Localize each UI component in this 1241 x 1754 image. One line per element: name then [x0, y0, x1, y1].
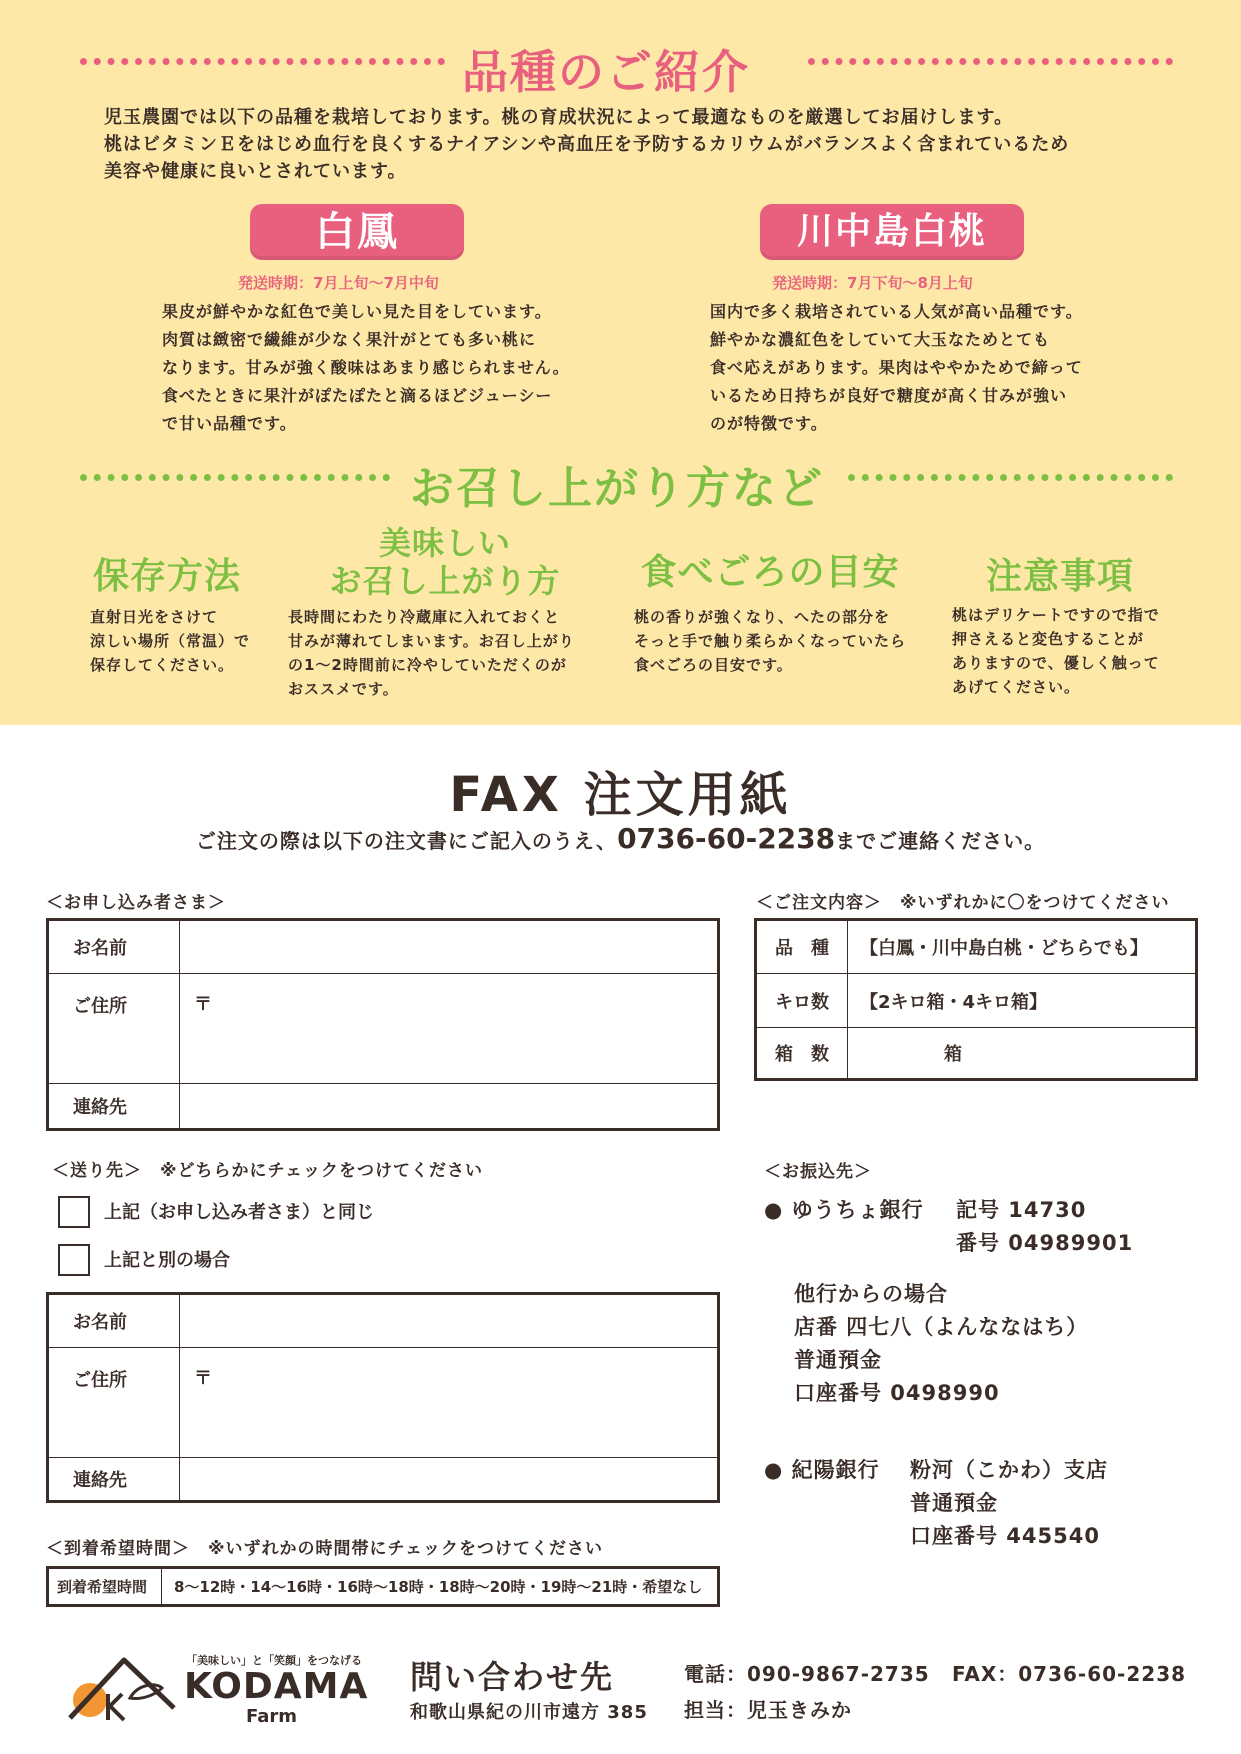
destination-name-field[interactable] [180, 1294, 719, 1348]
destination-table [46, 1292, 720, 1503]
bank-yucho-bangou: 番号 04989901 [956, 1231, 1134, 1255]
desc-line: おススメです。 [288, 680, 399, 698]
varieties-title: 品種のご紹介 [462, 45, 750, 99]
desc-line: そっと手で触り柔らかくなっていたら [634, 632, 907, 650]
desc-line: 押さえると変色することが [952, 630, 1145, 648]
intro-line: 桃はビタミンＥをはじめ血行を良くするナイアシンや高血圧を予防するカリウムがバランスよく含まれているため [104, 134, 1070, 155]
desc-line: の1〜2時間前に冷やしていただくのが [288, 656, 567, 674]
title-dots-left [80, 474, 390, 481]
brand-tagline: 「美味しい」と「笑顔」をつなげる [186, 1654, 362, 1667]
bank-line: 普通預金 [910, 1491, 998, 1515]
bank-line: 口座番号 0498990 [794, 1381, 1000, 1405]
arrival-label: ＜到着希望時間＞ ※いずれかの時間帯にチェックをつけてください [46, 1539, 604, 1559]
bank-line: 普通預金 [794, 1348, 882, 1372]
heading-line: お召し上がり方 [329, 562, 561, 600]
same-as-applicant-label: 上記（お申し込み者さま）と同じ [104, 1202, 374, 1223]
order-table [754, 918, 1198, 1081]
destination-label: ＜送り先＞ ※どちらかにチェックをつけてください [52, 1161, 484, 1181]
arrival-options[interactable]: 8〜12時・14〜16時・16時〜18時・18時〜20時・19時〜21時・希望なし [162, 1568, 719, 1606]
applicant-address-field[interactable] [180, 974, 719, 1084]
different-address-checkbox[interactable] [58, 1244, 90, 1276]
same-as-applicant-checkbox[interactable] [58, 1196, 90, 1228]
address-label: ご住所 [48, 1348, 180, 1458]
desc-line: 食べたときに果汁がぽたぽたと滴るほどジューシー [162, 386, 553, 405]
contact-person: 担当：児玉きみか [684, 1698, 852, 1722]
heading-line: 美味しい [378, 524, 511, 562]
variety-name-hakuho: 白鳳 [250, 204, 464, 260]
bank-line: 他行からの場合 [794, 1282, 948, 1306]
destination-contact-field[interactable] [180, 1458, 719, 1502]
bank-yucho-name: ● ゆうちょ銀行 [764, 1198, 924, 1222]
desc-line: 保存してください。 [90, 656, 235, 674]
howto-title: お召し上がり方など [410, 463, 824, 514]
arrival-key: 到着希望時間 [48, 1568, 162, 1606]
desc-line: なります。甘みが強く酸味はあまり感じられません。 [162, 358, 570, 377]
bank-line: 店番 四七八（よんななはち） [794, 1315, 1089, 1339]
title-dots-left [80, 58, 445, 65]
desc-line: 果皮が鮮やかな紅色で美しい見た目をしています。 [162, 302, 552, 321]
order-label: ＜ご注文内容＞ ※いずれかに〇をつけてください [756, 893, 1170, 913]
bank-kiyo-name: ● 紀陽銀行 [764, 1458, 880, 1482]
howto-heading-storage: 保存方法 [92, 556, 241, 597]
name-label: お名前 [48, 1294, 180, 1348]
desc-line: 涼しい場所（常温）で [90, 632, 251, 650]
desc-line: 肉質は緻密で繊維が少なく果汁がとても多い桃に [162, 330, 537, 349]
fax-title: FAX 注文用紙 [449, 767, 792, 823]
howto-desc-caution [952, 603, 1160, 699]
contact-fax: FAX：0736-60-2238 [952, 1662, 1187, 1686]
howto-desc-eating [288, 605, 575, 701]
desc-line: のが特徴です。 [710, 414, 828, 433]
desc-line: ありますので、優しく触って [952, 654, 1160, 672]
howto-desc-storage [90, 605, 250, 677]
intro-line: 美容や健康に良いとされています。 [104, 161, 407, 182]
order-variety-field[interactable]: 【白鳳・川中島白桃・どちらでも】 [848, 920, 1197, 974]
kodama-logo-icon [66, 1648, 178, 1726]
postal-mark: 〒 [194, 994, 212, 1015]
desc-line: 食べごろの目安です。 [634, 656, 793, 674]
applicant-contact-field[interactable] [180, 1084, 719, 1130]
howto-heading-ripeness: 食べごろの目安 [640, 552, 900, 593]
contact-tel: 電話：090-9867-2735 [684, 1662, 930, 1686]
desc-line: 長時間にわたり冷蔵庫に入れておくと [288, 608, 561, 626]
intro-line: 児玉農園では以下の品種を栽培しております。桃の育成状況によって最適なものを厳選してお届けします。 [104, 107, 1014, 128]
order-kilo-label: キロ数 [756, 974, 848, 1028]
fax-number: 0736-60-2238 [617, 822, 836, 855]
howto-desc-ripeness [634, 605, 906, 677]
different-address-label: 上記と別の場合 [104, 1250, 230, 1271]
desc-line: 食べ応えがあります。果肉はややかためで締って [710, 358, 1083, 377]
fax-subtitle-text: ご注文の際は以下の注文書にご記入のうえ、 [195, 829, 618, 853]
arrival-table [46, 1566, 720, 1607]
desc-line: 桃の香りが強くなり、へたの部分を [634, 608, 891, 626]
howto-heading-eating [300, 524, 590, 600]
fax-subtitle [0, 822, 1241, 855]
contact-label: 連絡先 [48, 1458, 180, 1502]
address-label: ご住所 [48, 974, 180, 1084]
desc-line: 鮮やかな濃紅色をしていて大玉なためとても [710, 330, 1051, 349]
desc-line: いるため日持ちが良好で糖度が高く甘みが強い [710, 386, 1068, 405]
title-dots-right [848, 474, 1173, 481]
variety-shipping: 発送時期：7月下旬〜8月上旬 [772, 274, 973, 292]
desc-line: 直射日光をさけて [90, 608, 219, 626]
variety-shipping: 発送時期：7月上旬〜7月中旬 [238, 274, 439, 292]
bank-kiyo-info [910, 1454, 1108, 1553]
applicant-name-field[interactable] [180, 920, 719, 974]
desc-line: で甘い品種です。 [162, 414, 297, 433]
varieties-intro [104, 104, 1069, 185]
brand-name: KODAMA [184, 1666, 369, 1707]
variety-description [162, 298, 570, 438]
title-dots-right [808, 58, 1173, 65]
order-kilo-field[interactable]: 【2キロ箱・4キロ箱】 [848, 974, 1197, 1028]
postal-mark: 〒 [194, 1368, 212, 1389]
applicant-table [46, 918, 720, 1131]
howto-heading-caution: 注意事項 [985, 556, 1134, 597]
variety-description [710, 298, 1083, 438]
name-label: お名前 [48, 920, 180, 974]
bank-line: 口座番号 445540 [910, 1524, 1100, 1548]
contact-address: 和歌山県紀の川市遠方 385 [410, 1702, 648, 1723]
desc-line: あげてください。 [952, 678, 1081, 696]
order-boxes-label: 箱 数 [756, 1028, 848, 1080]
brand-sub: Farm [246, 1706, 298, 1727]
fax-subtitle-text: までご連絡ください。 [835, 829, 1046, 853]
desc-line: 桃はデリケートですので指で [952, 606, 1160, 624]
variety-name-kawanakajima: 川中島白桃 [760, 204, 1024, 260]
bank-line: 粉河（こかわ）支店 [910, 1458, 1108, 1482]
applicant-label: ＜お申し込み者さま＞ [46, 893, 226, 913]
other-bank-info [794, 1278, 1088, 1410]
contact-label: 連絡先 [48, 1084, 180, 1130]
order-variety-label: 品 種 [756, 920, 848, 974]
destination-address-field[interactable] [180, 1348, 719, 1458]
desc-line: 甘みが薄れてしまいます。お召し上がり [288, 632, 575, 650]
order-boxes-field[interactable]: 箱 [848, 1028, 1197, 1080]
bank-yucho-kigou: 記号 14730 [956, 1198, 1087, 1222]
payment-label: ＜お振込先＞ [764, 1162, 872, 1182]
desc-line: 国内で多く栽培されている人気が高い品種です。 [710, 302, 1083, 321]
contact-title: 問い合わせ先 [410, 1658, 615, 1696]
